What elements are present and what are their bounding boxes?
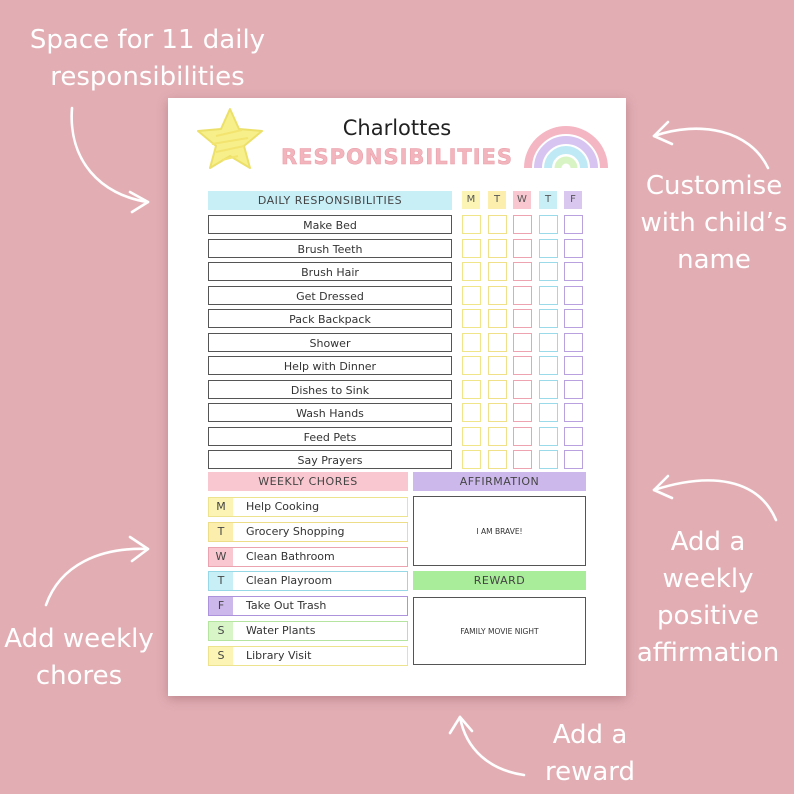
checkbox-cell[interactable] — [564, 427, 583, 446]
checkbox-cell[interactable] — [564, 380, 583, 399]
checkbox-cell[interactable] — [564, 356, 583, 375]
weekly-chore-row — [208, 596, 408, 616]
daily-task-row: Say Prayers — [208, 450, 452, 469]
checkbox-cell[interactable] — [539, 262, 558, 281]
chore-day-letter: T — [209, 523, 233, 541]
daily-task-row: Wash Hands — [208, 403, 452, 422]
chore-day-letter: T — [209, 572, 233, 590]
weekly-chore-row — [208, 646, 408, 666]
weekly-chore-row — [208, 621, 408, 641]
checkbox-cell[interactable] — [462, 403, 481, 422]
chore-label: Water Plants — [246, 624, 316, 637]
checkbox-cell[interactable] — [539, 333, 558, 352]
arrow-affirmation-icon — [640, 460, 790, 530]
reward-text: FAMILY MOVIE NIGHT — [460, 626, 539, 636]
checkbox-cell[interactable] — [488, 427, 507, 446]
checkbox-cell[interactable] — [488, 262, 507, 281]
checkbox-cell[interactable] — [462, 286, 481, 305]
checkbox-cell[interactable] — [462, 356, 481, 375]
checkbox-cell[interactable] — [513, 309, 532, 328]
daily-task-row: Shower — [208, 333, 452, 352]
daily-task-row: Feed Pets — [208, 427, 452, 446]
checkbox-cell[interactable] — [488, 356, 507, 375]
checkbox-cell[interactable] — [488, 286, 507, 305]
day-header-0: M — [462, 191, 480, 209]
checkbox-cell[interactable] — [488, 215, 507, 234]
daily-task-row: Make Bed — [208, 215, 452, 234]
checkbox-cell[interactable] — [564, 309, 583, 328]
checkbox-cell[interactable] — [539, 215, 558, 234]
arrow-reward-icon — [440, 705, 540, 785]
weekly-chores-header: WEEKLY CHORES — [208, 472, 408, 491]
daily-task-row: Dishes to Sink — [208, 380, 452, 399]
chore-day-letter: S — [209, 622, 233, 640]
checkbox-cell[interactable] — [488, 450, 507, 469]
checkbox-cell[interactable] — [539, 356, 558, 375]
callout-daily-responsibilities: Space for 11 daily responsibilities — [29, 25, 266, 92]
checkbox-cell[interactable] — [564, 403, 583, 422]
checkbox-cell[interactable] — [513, 333, 532, 352]
checkbox-cell[interactable] — [462, 309, 481, 328]
checkbox-cell[interactable] — [488, 380, 507, 399]
checkbox-cell[interactable] — [539, 450, 558, 469]
checkbox-cell[interactable] — [539, 427, 558, 446]
day-header-1: T — [488, 191, 506, 209]
checkbox-cell[interactable] — [513, 427, 532, 446]
checkbox-cell[interactable] — [564, 450, 583, 469]
arrow-name-icon — [640, 110, 780, 180]
chore-label: Clean Playroom — [246, 574, 333, 588]
chore-label: Clean Bathroom — [246, 549, 335, 563]
checkbox-cell[interactable] — [513, 380, 532, 399]
arrow-daily-icon — [60, 100, 160, 215]
checkbox-cell[interactable] — [462, 380, 481, 399]
checkbox-cell[interactable] — [539, 239, 558, 258]
daily-task-row: Pack Backpack — [208, 309, 452, 328]
daily-task-row: Brush Hair — [208, 262, 452, 281]
sheet-title: RESPONSIBILITIES — [280, 145, 514, 169]
daily-task-row: Get Dressed — [208, 286, 452, 305]
callout-weekly-chores: Add weekly chores — [4, 624, 154, 691]
checkbox-cell[interactable] — [488, 309, 507, 328]
weekly-chore-row — [208, 547, 408, 567]
checkbox-cell[interactable] — [462, 427, 481, 446]
chore-day-letter: F — [209, 597, 233, 615]
checkbox-cell[interactable] — [564, 333, 583, 352]
checkbox-cell[interactable] — [513, 215, 532, 234]
daily-task-row: Help with Dinner — [208, 356, 452, 375]
day-header-3: T — [539, 191, 557, 209]
checkbox-cell[interactable] — [488, 239, 507, 258]
checkbox-cell[interactable] — [564, 239, 583, 258]
chore-label: Take Out Trash — [246, 599, 327, 613]
daily-responsibilities-header: DAILY RESPONSIBILITIES — [208, 191, 452, 210]
day-header-2: W — [513, 191, 531, 209]
checkbox-cell[interactable] — [488, 403, 507, 422]
chore-label: Grocery Shopping — [246, 524, 345, 538]
reward-header: REWARD — [413, 571, 586, 590]
checkbox-cell[interactable] — [462, 333, 481, 352]
chore-chart-sheet — [168, 98, 626, 696]
callout-child-name: Customise with child’s name — [640, 171, 788, 275]
affirmation-box — [413, 496, 586, 566]
checkbox-cell[interactable] — [513, 239, 532, 258]
checkbox-cell[interactable] — [539, 309, 558, 328]
callout-affirmation: Add a weekly positive affirmation — [636, 527, 780, 668]
chore-day-letter: S — [209, 647, 233, 665]
weekly-chore-row — [208, 571, 408, 591]
checkbox-cell[interactable] — [462, 239, 481, 258]
checkbox-cell[interactable] — [513, 262, 532, 281]
checkbox-cell[interactable] — [513, 356, 532, 375]
checkbox-cell[interactable] — [462, 450, 481, 469]
chore-day-letter: M — [209, 498, 233, 516]
checkbox-cell[interactable] — [539, 286, 558, 305]
checkbox-cell[interactable] — [564, 262, 583, 281]
checkbox-cell[interactable] — [513, 403, 532, 422]
chore-label: Library Visit — [246, 648, 312, 662]
checkbox-cell[interactable] — [564, 286, 583, 305]
affirmation-header: AFFIRMATION — [413, 472, 586, 491]
affirmation-text: I AM BRAVE! — [476, 526, 523, 536]
chore-day-letter: W — [209, 548, 233, 566]
child-name: Charlottes — [342, 116, 452, 140]
weekly-chore-row — [208, 497, 408, 517]
chore-label: Help Cooking — [246, 500, 320, 513]
checkbox-cell[interactable] — [539, 380, 558, 399]
reward-box — [413, 597, 586, 665]
checkbox-cell[interactable] — [513, 450, 532, 469]
checkbox-cell[interactable] — [564, 215, 583, 234]
weekly-chore-row — [208, 522, 408, 542]
day-header-4: F — [564, 191, 582, 209]
checkbox-cell[interactable] — [488, 333, 507, 352]
arrow-chores-icon — [30, 525, 160, 615]
callout-reward: Add a reward — [544, 720, 636, 787]
checkbox-cell[interactable] — [462, 215, 481, 234]
daily-task-row: Brush Teeth — [208, 239, 452, 258]
checkbox-cell[interactable] — [513, 286, 532, 305]
checkbox-cell[interactable] — [462, 262, 481, 281]
checkbox-cell[interactable] — [539, 403, 558, 422]
